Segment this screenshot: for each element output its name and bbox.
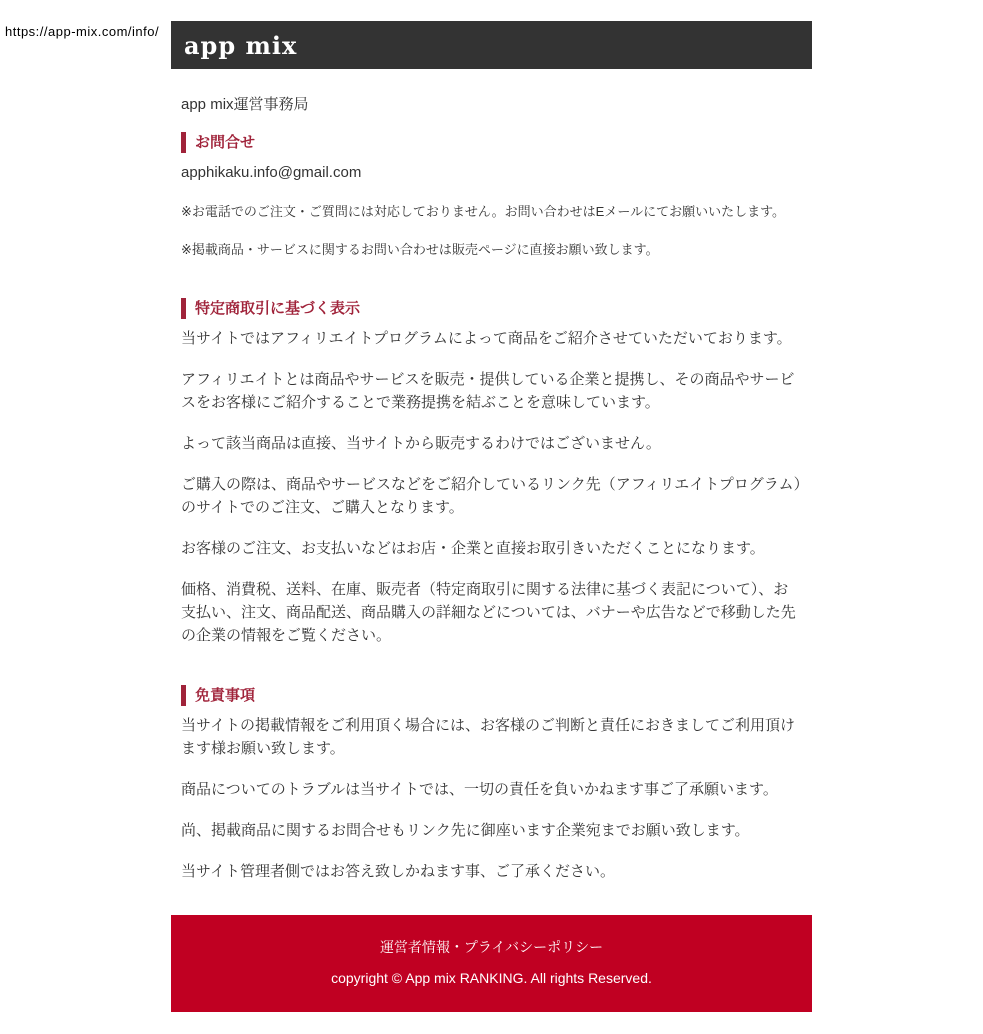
disclaimer-paragraph: 当サイトの掲載情報をご利用頂く場合には、お客様のご判断と責任におきましてご利用頂けます様お願い致します。 [181, 717, 795, 757]
commerce-heading: 特定商取引に基づく表示 [181, 298, 802, 319]
contact-note: ※お電話でのご注文・ご質問には対応しておりません。お問い合わせはEメールにてお願いいたします。 [181, 204, 786, 219]
page-container [171, 21, 812, 1012]
disclaimer-heading: 免責事項 [181, 685, 802, 706]
main-content [171, 93, 812, 883]
contact-note: ※掲載商品・サービスに関するお問い合わせは販売ページに直接お願い致します。 [181, 242, 659, 257]
contact-heading: お問合せ [181, 132, 802, 153]
operator-label: app mix運営事務局 [181, 96, 309, 113]
disclaimer-paragraph: 商品についてのトラブルは当サイトでは、一切の責任を負いかねます事ご了承願います。 [181, 781, 778, 798]
commerce-paragraph: ご購入の際は、商品やサービスなどをご紹介しているリンク先（アフィリエイトプログラム）のサイトでのご注文、ご購入となります。 [181, 476, 802, 516]
footer-copyright: copyright © App mix RANKING. All rights Reserved. [331, 970, 652, 986]
commerce-paragraph: お客様のご注文、お支払いなどはお店・企業と直接お取引きいただくことになります。 [181, 540, 765, 557]
site-title[interactable]: app mix [184, 30, 298, 60]
site-footer [171, 915, 812, 1012]
commerce-paragraph: よって該当商品は直接、当サイトから販売するわけではございません。 [181, 435, 661, 452]
commerce-paragraph: 当サイトではアフィリエイトプログラムによって商品をご紹介させていただいております。 [181, 330, 792, 347]
disclaimer-paragraph: 尚、掲載商品に関するお問合せもリンク先に御座います企業宛までお願い致します。 [181, 822, 750, 839]
commerce-paragraph: 価格、消費税、送料、在庫、販売者（特定商取引に関する法律に基づく表記について）、お支払い、注文、商品配送、商品購入の詳細などについては、バナーや広告などで移動した先の企業の情報をご覧ください。 [181, 581, 796, 644]
disclaimer-paragraph: 当サイト管理者側ではお答え致しかねます事、ご了承ください。 [181, 863, 615, 880]
footer-privacy-policy-link[interactable]: 運営者情報・プライバシーポリシー [379, 939, 604, 955]
page-url-text: https://app-mix.com/info/ [5, 24, 160, 39]
site-header [171, 21, 812, 69]
contact-email: apphikaku.info@gmail.com [181, 164, 362, 181]
commerce-paragraph: アフィリエイトとは商品やサービスを販売・提供している企業と提携し、その商品やサービスをお客様にご紹介することで業務提携を結ぶことを意味しています。 [181, 371, 795, 411]
